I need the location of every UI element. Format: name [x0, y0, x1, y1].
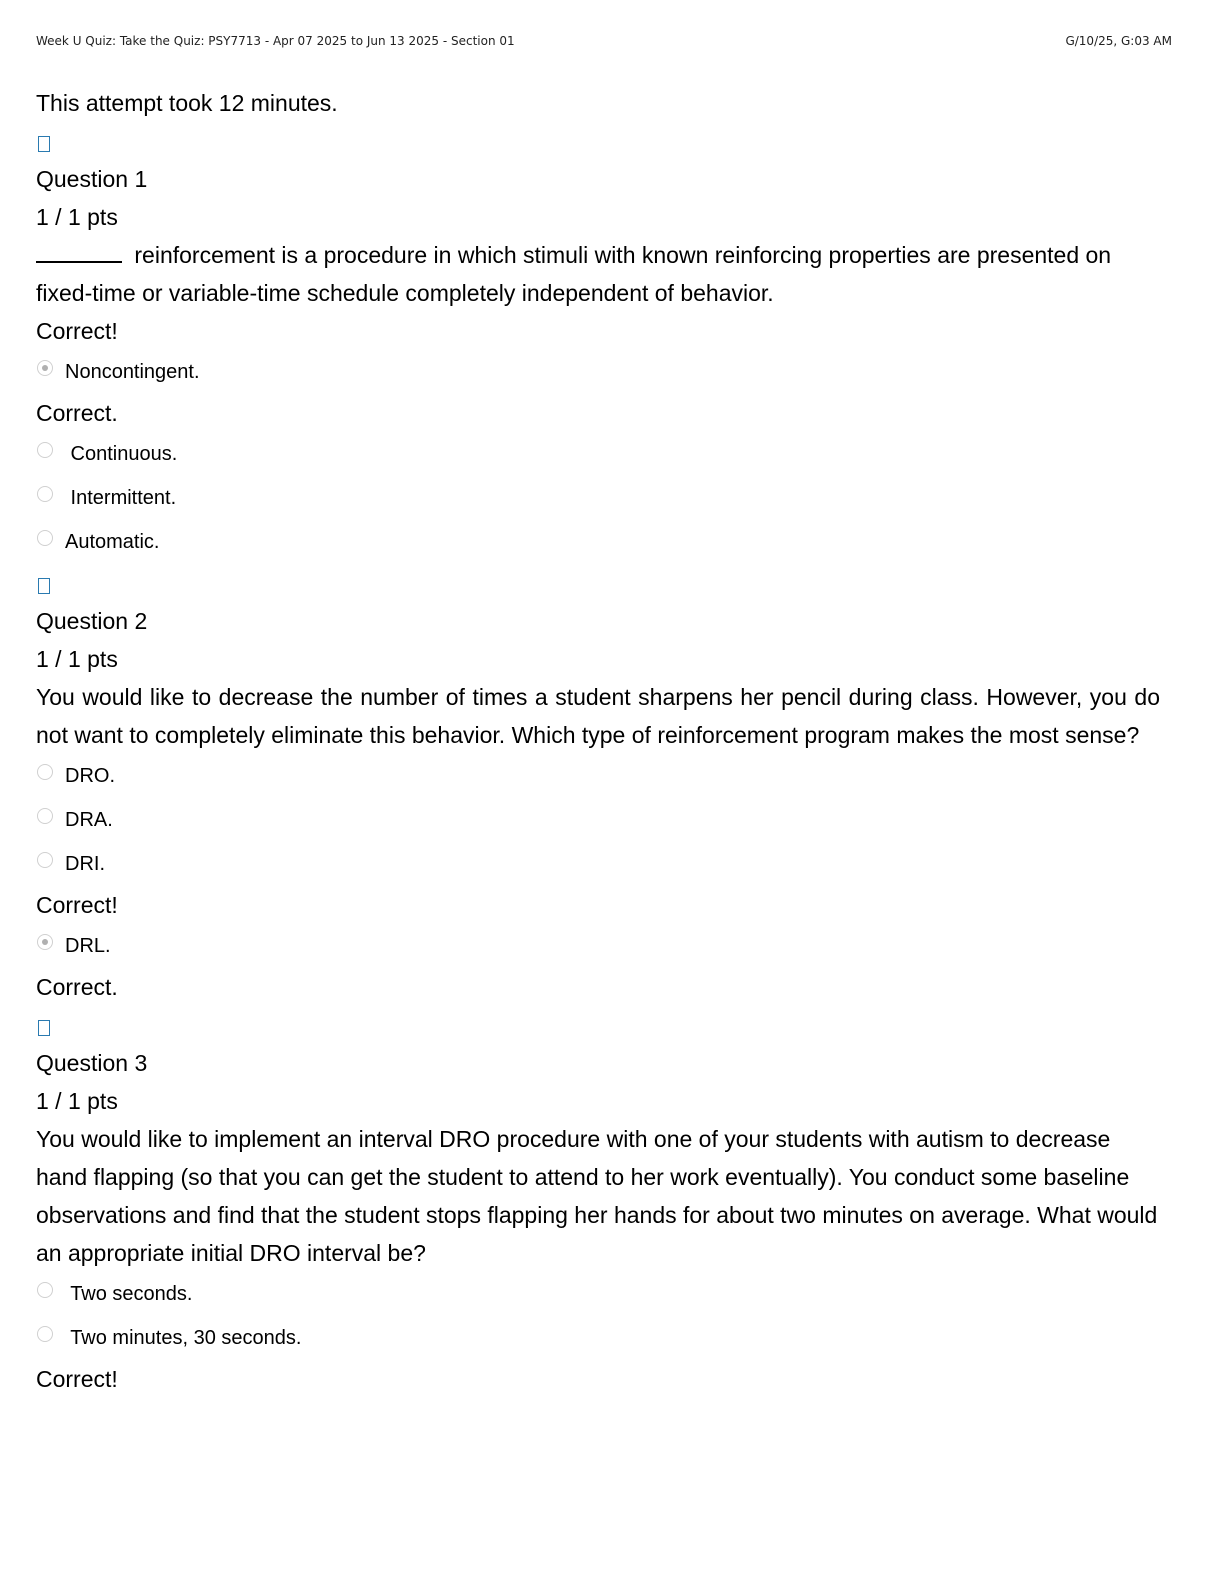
radio-icon[interactable]	[37, 530, 53, 546]
question-title: Question 2	[36, 608, 148, 634]
answer-label: DRO.	[65, 765, 115, 787]
radio-selected-icon[interactable]	[37, 934, 53, 950]
flag-icon[interactable]	[38, 136, 50, 152]
quiz-title: Week U Quiz: Take the Quiz: PSY7713 - Apr 07 2025 to Jun 13 2025 - Section 01	[36, 34, 515, 48]
answer-label: Two minutes, 30 seconds.	[65, 1327, 302, 1349]
radio-icon[interactable]	[37, 1326, 53, 1342]
answer-label: DRA.	[65, 809, 113, 831]
answer-label: Intermittent.	[65, 487, 177, 509]
print-timestamp: G/10/25, G:03 AM	[1065, 34, 1172, 48]
question-text: You would like to implement an interval DRO procedure with one of your students with autism to decrease hand flapping (so that you can get the student to attend to her work eventually). You conduct some baseline observations and find that the student stops flapping her hands for about two minutes on average. What would an appropriate initial DRO interval be?	[36, 1126, 1158, 1266]
answer-feedback: Correct.	[36, 974, 118, 1000]
fill-in-blank	[36, 241, 122, 263]
question-points: 1 / 1 pts	[36, 646, 118, 672]
answer-label: DRI.	[65, 853, 105, 875]
answer-option[interactable]	[36, 1316, 1160, 1360]
answer-option[interactable]	[36, 924, 1160, 968]
radio-icon[interactable]	[37, 764, 53, 780]
answer-option[interactable]	[36, 476, 1160, 520]
answer-label: Continuous.	[65, 443, 178, 465]
question-title: Question 3	[36, 1050, 148, 1076]
radio-icon[interactable]	[37, 852, 53, 868]
question-points: 1 / 1 pts	[36, 1088, 118, 1114]
answer-option[interactable]	[36, 1272, 1160, 1316]
radio-icon[interactable]	[37, 442, 53, 458]
answer-label: DRL.	[65, 935, 111, 957]
answer-label: Noncontingent.	[65, 361, 200, 383]
question-points: 1 / 1 pts	[36, 204, 118, 230]
attempt-duration: This attempt took 12 minutes.	[36, 90, 338, 116]
correct-indicator: Correct!	[36, 318, 118, 344]
page-header	[36, 34, 1172, 52]
radio-selected-icon[interactable]	[37, 360, 53, 376]
question-3	[36, 1020, 1160, 1398]
answer-label: Two seconds.	[65, 1283, 193, 1305]
answer-option[interactable]	[36, 350, 1160, 394]
question-text: You would like to decrease the number of times a student sharpens her pencil during class. However, you do not want to completely eliminate this behavior. Which type of reinforcement program makes the most sense?	[36, 684, 1160, 748]
question-title: Question 1	[36, 166, 148, 192]
question-text: reinforcement is a procedure in which stimuli with known reinforcing properties are presented on fixed-time or variable-time schedule completely independent of behavior.	[36, 242, 1112, 306]
radio-icon[interactable]	[37, 486, 53, 502]
quiz-results	[36, 84, 1160, 1398]
answer-option[interactable]	[36, 432, 1160, 476]
question-2	[36, 578, 1160, 1006]
correct-indicator: Correct!	[36, 892, 118, 918]
radio-icon[interactable]	[37, 1282, 53, 1298]
answer-option[interactable]	[36, 754, 1160, 798]
correct-indicator: Correct!	[36, 1366, 118, 1392]
flag-icon[interactable]	[38, 1020, 50, 1036]
answer-option[interactable]	[36, 798, 1160, 842]
flag-icon[interactable]	[38, 578, 50, 594]
answer-label: Automatic.	[65, 531, 160, 553]
question-1	[36, 136, 1160, 564]
answer-option[interactable]	[36, 842, 1160, 886]
answer-feedback: Correct.	[36, 400, 118, 426]
answer-option[interactable]	[36, 520, 1160, 564]
radio-icon[interactable]	[37, 808, 53, 824]
